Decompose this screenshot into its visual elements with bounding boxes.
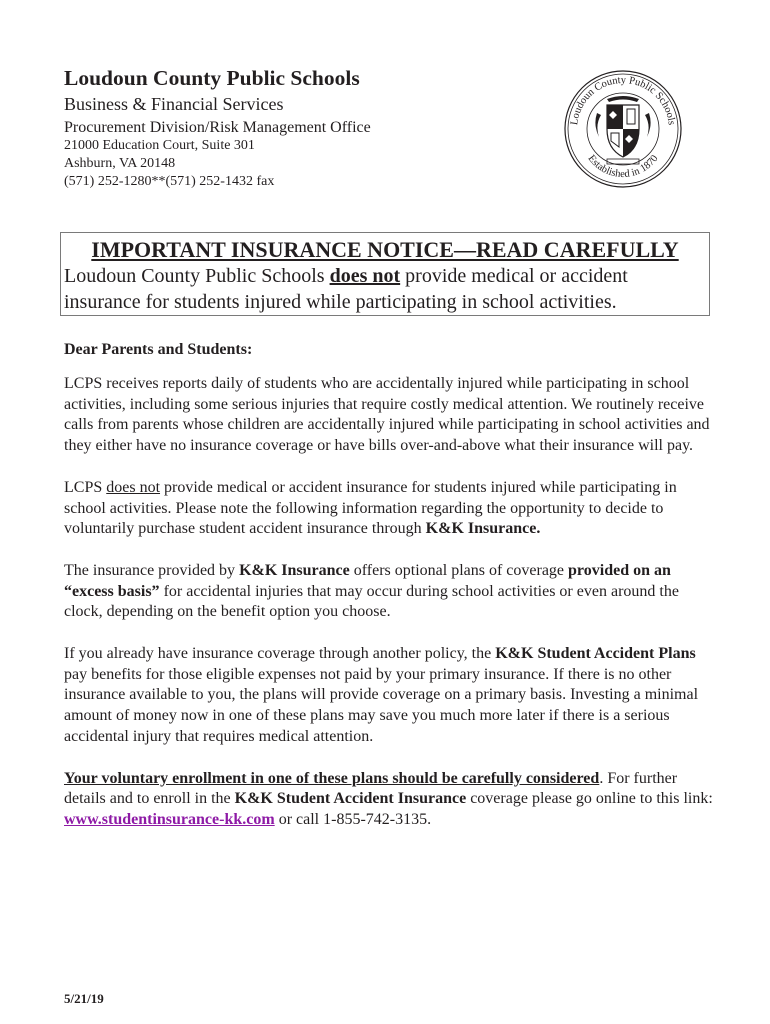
p3-bold-1: K&K Insurance	[239, 561, 350, 579]
p3-text-c: for accidental injuries that may occur during school activities or even around the clock, depending on the benefit option you choose.	[64, 582, 679, 621]
p3-text-a: The insurance provided by	[64, 561, 240, 579]
notice-emphasis: does not	[329, 265, 401, 287]
p3-bold-2: provided on an “excess basis”	[64, 561, 671, 600]
paragraph-5	[64, 769, 714, 831]
department-name: Business & Financial Services	[64, 94, 284, 114]
p4-text-b: pay benefits for those eligible expenses not paid by your primary insurance. If there is no other insurance available to you, the plans will provide coverage on a primary basis. Investing a minimal amount of money now in one of these plans may save you much more later if there is a serious accidental injury that requires medical attention.	[64, 665, 699, 745]
letterhead	[64, 66, 524, 191]
salutation: Dear Parents and Students:	[64, 341, 253, 358]
p4-text-a: If you already have insurance coverage through another policy, the	[64, 645, 496, 663]
svg-text:Established in 1870: Established in 1870	[585, 153, 661, 181]
notice-title: IMPORTANT INSURANCE NOTICE—READ CAREFULLY	[91, 237, 679, 262]
p5-text-b: coverage please go online to this link:	[466, 790, 713, 808]
p2-underline: does not	[106, 478, 161, 496]
p5-text-c: or call 1-855-742-3135.	[274, 810, 432, 828]
division-name: Procurement Division/Risk Management Office	[64, 119, 371, 136]
p5-text-a: . For further details and to enroll in the	[64, 769, 678, 808]
paragraph-1: LCPS receives reports daily of students who are accidentally injured while participating in school activities, including some serious injuries that require costly medical attention. We routinely receive calls from parents whose children are accidentally injured while participating in school activities and they either have no insurance coverage or have bills over-and-above what their insurance will pay.	[64, 375, 710, 455]
document-date: 5/21/19	[64, 991, 104, 1006]
p2-text-a: LCPS	[64, 478, 107, 496]
phone-line: (571) 252-1280**(571) 252-1432 fax	[64, 174, 275, 189]
p5-bold: K&K Student Accident Insurance	[234, 790, 467, 808]
paragraph-4	[64, 644, 714, 748]
svg-text:Loudoun County Public Schools: Loudoun County Public Schools	[569, 74, 677, 126]
p2-bold: K&K Insurance.	[425, 520, 541, 538]
p4-bold: K&K Student Accident Plans	[495, 645, 696, 663]
p5-bold-underline: Your voluntary enrollment in one of these plans should be carefully considered	[64, 769, 600, 787]
important-notice-box	[60, 232, 710, 316]
shield-icon	[607, 105, 639, 157]
notice-line-1-pre: Loudoun County Public Schools	[64, 265, 330, 287]
p2-text-b: provide medical or accident insurance for students injured while participating in school activities. Please note the following information regarding the opportunity to decide to voluntarily purchase student accident insurance through	[64, 478, 677, 538]
p3-text-b: offers optional plans of coverage	[349, 561, 569, 579]
school-seal-logo	[563, 69, 683, 189]
address-line-1: 21000 Education Court, Suite 301	[64, 138, 255, 153]
notice-line-2: insurance for students injured while participating in school activities.	[64, 291, 617, 313]
notice-line-1	[61, 263, 709, 289]
paragraph-3	[64, 561, 714, 623]
enrollment-link[interactable]: www.studentinsurance-kk.com	[64, 810, 275, 828]
letter-body	[64, 340, 714, 852]
address-line-2: Ashburn, VA 20148	[64, 156, 176, 171]
notice-line-1-post: provide medical or accident	[400, 265, 628, 287]
org-name: Loudoun County Public Schools	[64, 66, 360, 90]
paragraph-2	[64, 478, 714, 540]
